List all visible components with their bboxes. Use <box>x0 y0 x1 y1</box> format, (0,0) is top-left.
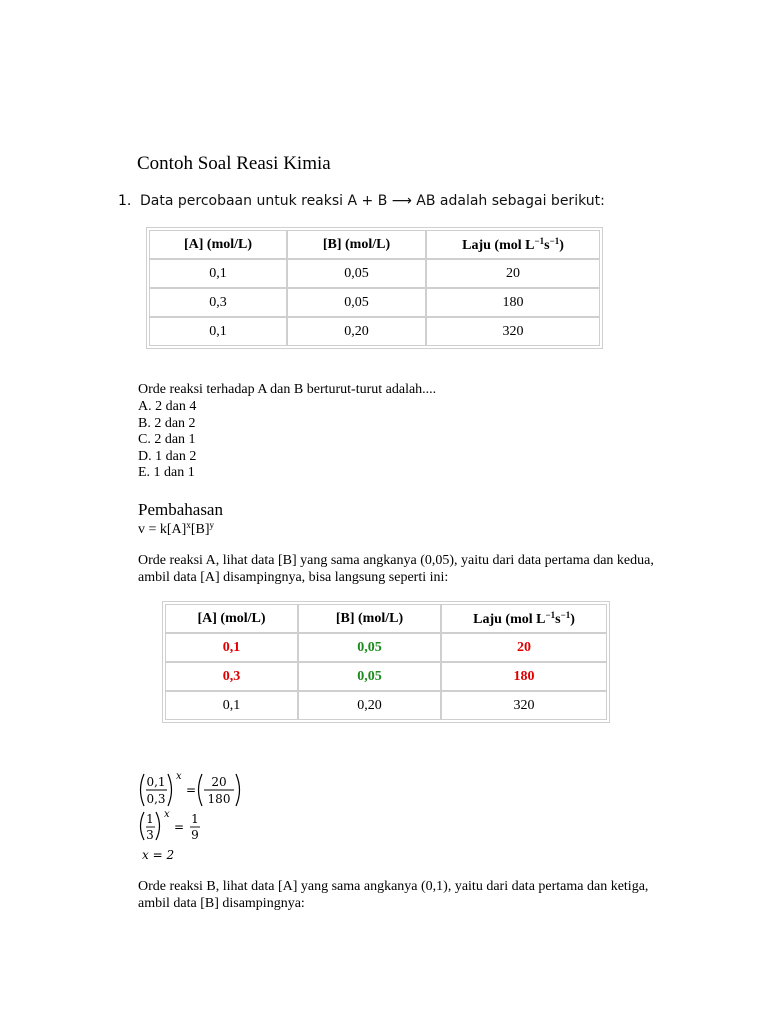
table-row-highlighted <box>165 662 607 691</box>
equation-block <box>136 770 256 862</box>
explanation-b: Orde reaksi B, lihat data [A] yang sama angkanya (0,1), yaitu dari data pertama dan ketiga, ambil data [B] disampingnya: <box>138 879 649 911</box>
pembahasan-heading: Pembahasan <box>138 500 223 519</box>
option-c: C. 2 dan 1 <box>138 432 196 447</box>
table-cell: 0,20 <box>287 317 426 346</box>
rate-law-x: x <box>186 520 191 530</box>
header-rate-exp2: −1 <box>560 609 571 620</box>
eq-frac3-den: 3 <box>146 828 154 842</box>
question-text: Data percobaan untuk reaksi A + B ⟶ AB adalah sebagai berikut: <box>140 193 605 209</box>
header-rate <box>426 230 600 259</box>
header-rate-s: s <box>544 237 550 253</box>
table-cell: 0,1 <box>149 259 287 288</box>
highlighted-data-table <box>162 601 610 723</box>
table-cell: 0,05 <box>287 288 426 317</box>
table-cell: 20 <box>426 259 600 288</box>
table-row <box>149 317 600 346</box>
table-row <box>149 288 600 317</box>
table-header-row <box>149 230 600 259</box>
eq-equals1: = <box>186 783 197 797</box>
header-a: [A] (mol/L) <box>149 230 287 259</box>
eq-result: x = 2 <box>142 848 175 862</box>
rate-law <box>138 520 214 538</box>
page-title: Contoh Soal Reasi Kimia <box>137 153 331 174</box>
table-cell: 320 <box>441 691 607 720</box>
table-cell: 0,3 <box>149 288 287 317</box>
rate-law-prefix: v = k[A] <box>138 522 187 537</box>
eq-exp1: x <box>176 771 182 782</box>
rate-law-mid: [B] <box>190 522 210 537</box>
header-rate-exp1: −1 <box>534 235 545 246</box>
options-list <box>138 399 196 482</box>
header-b: [B] (mol/L) <box>298 604 441 633</box>
header-rate-close: ) <box>570 611 575 627</box>
table-cell: 0,20 <box>298 691 441 720</box>
table-row-highlighted <box>165 633 607 662</box>
data-table <box>146 227 603 349</box>
table-cell: 180 <box>441 662 607 691</box>
table-cell: 0,1 <box>165 691 298 720</box>
eq-frac2-den: 180 <box>207 792 231 806</box>
header-rate-exp2: −1 <box>549 235 560 246</box>
option-a: A. 2 dan 4 <box>138 399 197 414</box>
header-rate-close: ) <box>559 237 564 253</box>
header-rate-s: s <box>555 611 561 627</box>
header-b: [B] (mol/L) <box>287 230 426 259</box>
header-a: [A] (mol/L) <box>165 604 298 633</box>
eq-frac4-den: 9 <box>191 828 199 842</box>
table-cell: 20 <box>441 633 607 662</box>
header-rate-text: Laju (mol L <box>462 237 535 253</box>
eq-frac1-den: 0,3 <box>146 792 166 806</box>
option-b: B. 2 dan 2 <box>138 415 196 431</box>
option-d: D. 1 dan 2 <box>138 448 197 464</box>
eq-equals2: = <box>174 820 185 834</box>
explanation-a: Orde reaksi A, lihat data [B] yang sama angkanya (0,05), yaitu dari data pertama dan kedua, ambil data [A] disampingnya, bisa langsung seperti ini: <box>138 553 654 585</box>
table-row <box>165 691 607 720</box>
header-rate <box>441 604 607 633</box>
eq-frac2-num: 20 <box>211 775 227 789</box>
header-rate-text: Laju (mol L <box>473 611 546 627</box>
question-prompt: Orde reaksi terhadap A dan B berturut-turut adalah.... <box>138 382 437 397</box>
table-cell: 320 <box>426 317 600 346</box>
rate-law-y: y <box>209 520 215 530</box>
header-rate-exp1: −1 <box>545 609 556 620</box>
table-row <box>149 259 600 288</box>
question-number: 1. <box>118 193 132 209</box>
eq-frac1-num: 0,1 <box>146 775 166 789</box>
table-cell: 0,3 <box>165 662 298 691</box>
table-cell: 0,05 <box>287 259 426 288</box>
eq-frac3-num: 1 <box>146 812 154 826</box>
table-cell: 0,1 <box>165 633 298 662</box>
table-header-row <box>165 604 607 633</box>
option-e: E. 1 dan 1 <box>138 465 195 480</box>
eq-exp2: x <box>164 809 170 820</box>
table-cell: 0,1 <box>149 317 287 346</box>
table-cell: 180 <box>426 288 600 317</box>
eq-frac4-num: 1 <box>191 812 199 826</box>
table-cell: 0,05 <box>298 633 441 662</box>
table-cell: 0,05 <box>298 662 441 691</box>
